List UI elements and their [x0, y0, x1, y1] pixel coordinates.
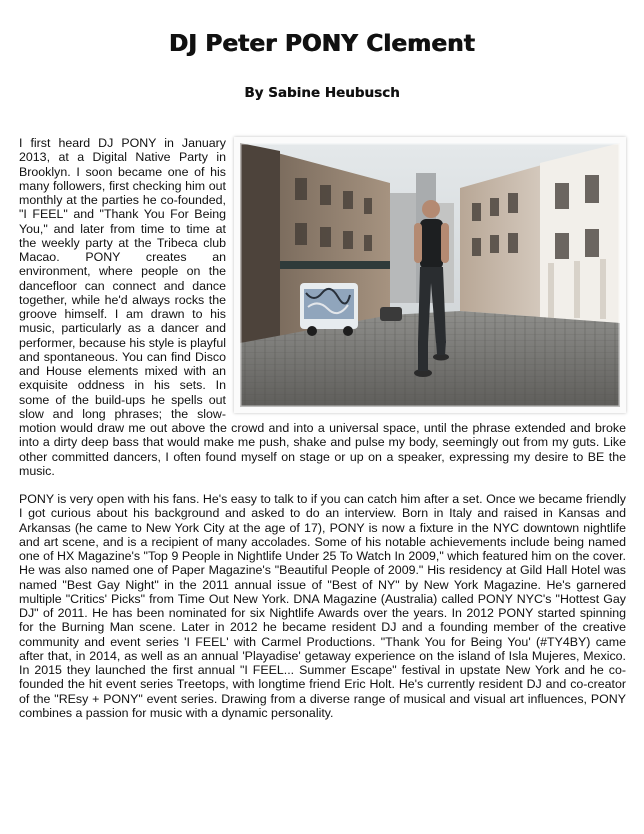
van-shape — [300, 283, 358, 336]
street-portrait-photo — [240, 143, 620, 407]
article-paragraph: PONY is very open with his fans. He's easy to talk to if you can catch him after a set. Once we became friendly I got curious about his background and asked to do an interview. Born in Italy and raised in Kansas and Arkansas (he came to New York City at the age of 17), PONY is now a fixture in the NYC downtown nightlife and art scene, and is a recipient of many accolades. Some of his notable achievements include being named one of HX Magazine's "Top 9 People in Nightlife Under 25 To Watch In 2009," which featured him on the cover. He was also named one of Paper Magazine's "Beautiful People of 2009." His residency at Gild Hall Hotel was named "Best Gay Night" in the 2011 annual issue of "Best of NY" by New York Magazine. He's garnered multiple "Critics' Picks" from Time Out New York. DNA Magazine (Australia) called PONY NYC's "Hottest Gay DJ" of 2011. He has been nominated for six Nightlife Awards over the years. In 2012 PONY started spinning for the Burning Man scene. Later in 2012 he became resident DJ and a founding member of the creative community and event series 'I FEEL' with Carmel Productions. "Thank You for Being You' (#TY4BY) came after that, in 2014, as well as an annual 'Playadise' getaway experience on the island of Isla Mujeres, Mexico. In 2015 they launched the first annual "I FEEL... Summer Escape" festival in upstate New York and he co-founded the hit event series Treetops, with longtime friend Eric Holt. He's currently resident DJ and co-creator of the "REsy + PONY" event series. Drawing from a diverse range of musical and visual art influences, PONY combines a passion for music with a dynamic personality. — [19, 492, 626, 720]
article-byline: By Sabine Heubusch — [244, 85, 400, 101]
article-body — [19, 136, 626, 720]
article-photo — [234, 137, 626, 413]
article-paragraph: I first heard DJ PONY in January 2013, at a Digital Native Party in Brooklyn. I soon became one of his many followers, first checking him out monthly at the parties he co-founded, "I FEEL" and "Thank You For Being You," and later from time to time at the weekly party at the Tribeca club Macao. PONY creates an environment, where people on the dancefloor can connect and dance together, while he'd always rocks the groove himself. I am drawn to his music, particularly as a dancer and performer, because his style is playful and spontaneous. You can find Disco and House elements mixed with an exquisite oddness in his sets. In some of the build-ups he spells out slow and long phrases; the slow-motion would draw me out above the crowd and into a universal space, until the phrase extended and broke into a dirty deep bass that would make me push, shake and pulse my body, seemingly out from my guts. Like other committed dancers, I often found myself on stage or up on a speaker, expressing my desire to BE the music. — [19, 136, 626, 478]
article-title: DJ Peter PONY Clement — [169, 31, 475, 57]
